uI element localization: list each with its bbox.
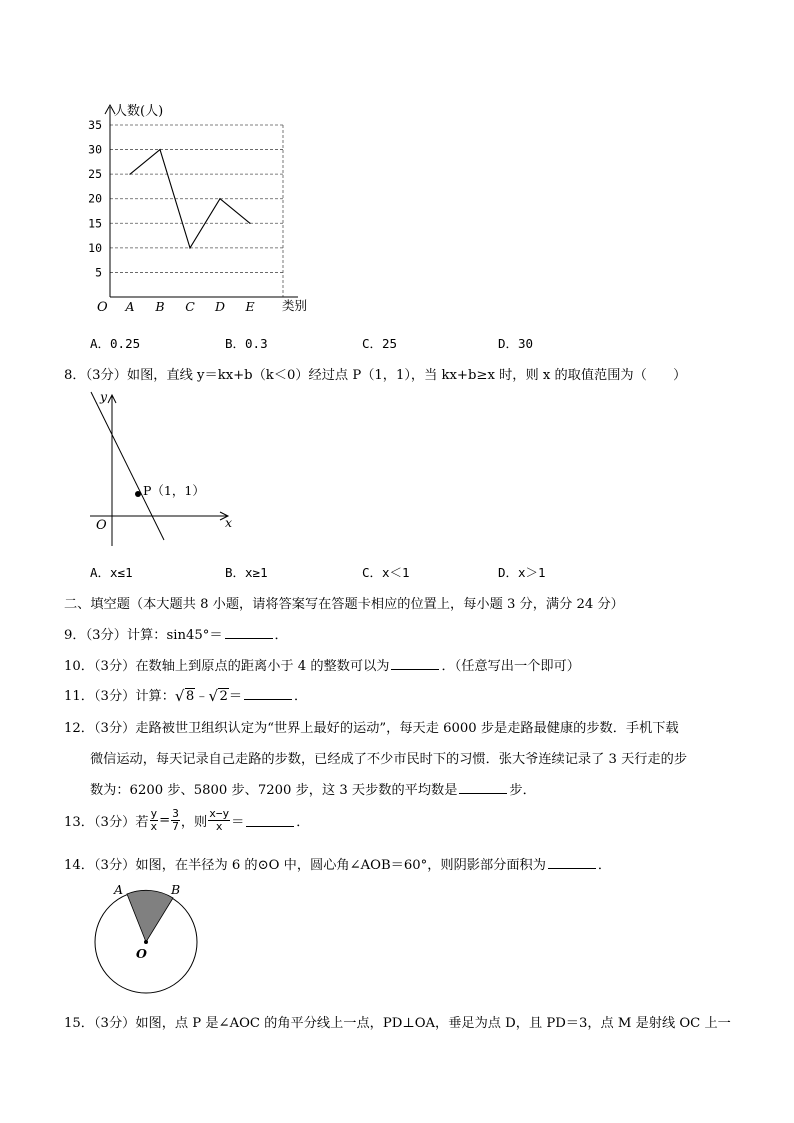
q12-line3-text: 数为：6200 步、5800 步、7200 步，这 3 天步数的平均数是 xyxy=(90,783,458,798)
y-tick-label: 35 xyxy=(88,118,102,132)
q11-minus: ﹣ xyxy=(195,689,209,704)
x-category-label: C xyxy=(185,299,195,314)
q11-sqrt-2: √ 2 xyxy=(208,687,228,705)
q12-line3-end: 步． xyxy=(509,783,536,798)
q11-answer-blank[interactable] xyxy=(244,687,292,700)
x-axis-label: 类别 xyxy=(282,298,308,313)
x-category-label: D xyxy=(214,299,226,314)
x-category-label: B xyxy=(155,299,165,314)
q8-x-label: x xyxy=(225,515,233,530)
q13-text: 13．（3分）若 xyxy=(64,815,149,830)
y-tick-label: 15 xyxy=(88,216,102,231)
q14-shaded-sector xyxy=(127,890,173,942)
q8-point-p xyxy=(135,491,141,497)
q13-fraction-3-over-7: $\frac{3}{7}$ xyxy=(172,807,179,833)
q9-end: ． xyxy=(274,628,288,643)
q13-eq: = xyxy=(159,813,171,828)
chart-categories xyxy=(124,299,254,314)
q14-circle-figure xyxy=(88,878,208,998)
y-axis-label: 人数(人) xyxy=(114,104,164,119)
q8-option-d[interactable]: D．x＞1 xyxy=(498,565,546,580)
q8-option-a[interactable]: A．x≤1 xyxy=(90,565,133,580)
q14-center-dot xyxy=(144,940,148,944)
y-tick-label: 10 xyxy=(88,240,102,255)
q10 xyxy=(64,655,580,674)
x-category-label: A xyxy=(125,299,135,314)
q7-option-b[interactable]: B．0.3 xyxy=(225,336,268,351)
q11-end: ． xyxy=(294,689,308,704)
q14-label-b: B xyxy=(171,882,181,897)
x-category-label: E xyxy=(245,299,255,314)
q14-answer-blank[interactable] xyxy=(548,856,596,869)
q13-answer-blank[interactable] xyxy=(246,814,294,827)
origin-label: O xyxy=(97,300,108,315)
data-point xyxy=(159,149,160,150)
q12-answer-blank[interactable] xyxy=(459,781,507,794)
q8-graph xyxy=(85,388,245,548)
data-point xyxy=(219,198,220,199)
data-point xyxy=(129,174,130,175)
q11-equals: ＝ xyxy=(228,689,243,704)
q14-label-o: O xyxy=(136,946,147,961)
section2-heading: 二、填空题（本大题共 8 小题，请将答案写在答题卡相应的位置上，每小题 3 分，满分 24 分） xyxy=(64,597,624,612)
q14-end: ． xyxy=(597,858,612,873)
q11 xyxy=(64,685,307,704)
q7-option-a[interactable]: A．0.25 xyxy=(90,336,141,351)
q8-option-b[interactable]: B．x≥1 xyxy=(225,565,268,580)
q7-option-c[interactable]: C．25 xyxy=(362,336,398,351)
chart-grid xyxy=(110,125,283,297)
q12-line2: 微信运动，每天记录自己走路的步数，已经成了不少市民时下的习惯．张大爷连续记录了 3 天行走的步 xyxy=(90,752,688,767)
q13-mid: ，则 xyxy=(180,815,208,830)
q8-origin-label: O xyxy=(96,518,107,533)
q13-end: ． xyxy=(296,815,310,830)
q11-text: 11．（3分）计算： xyxy=(64,689,175,704)
q10-text: 10．（3分）在数轴上到原点的距离小于 4 的整数可以为 xyxy=(64,659,390,674)
data-point xyxy=(189,247,190,248)
y-tick-label: 5 xyxy=(95,265,102,280)
chart-y-ticks xyxy=(88,118,102,279)
q12-line1: 12．（3分）走路被世卫组织认定为“世界上最好的运动”，每天走 6000 步是走路最健康的步数．手机下载 xyxy=(64,721,679,736)
q8-text: 8．（3分）如图，直线 y＝kx+b（k＜0）经过点 P（1，1），当 kx+b≥x 时，则 x 的取值范围为（ ） xyxy=(64,368,687,383)
q13-fraction-xminusy-over-x: $\frac{x-y}{x}$ xyxy=(209,807,230,833)
q8-point-label: P（1，1） xyxy=(143,483,205,498)
y-tick-label: 25 xyxy=(88,167,102,182)
q8-y-label: y xyxy=(100,389,108,404)
q8-option-c[interactable]: C．x＜1 xyxy=(362,565,410,580)
line-chart xyxy=(80,95,330,325)
y-tick-label: 20 xyxy=(88,191,102,206)
q10-answer-blank[interactable] xyxy=(391,657,439,670)
q7-option-d[interactable]: D．30 xyxy=(498,336,534,351)
q12-line3 xyxy=(90,779,536,798)
q13-fraction-y-over-x: $\frac{y}{x}$ xyxy=(150,807,158,833)
q9-answer-blank[interactable] xyxy=(225,626,273,639)
q14-text: 14．（3分）如图，在半径为 6 的⊙O 中，圆心角∠AOB＝60°，则阴影部分面积为 xyxy=(64,858,546,873)
q13 xyxy=(64,808,309,833)
q14-label-a: A xyxy=(114,882,124,897)
data-point xyxy=(249,223,250,224)
y-tick-label: 30 xyxy=(88,142,102,157)
q11-sqrt-8: √ 8 xyxy=(174,687,195,705)
q15-text: 15．（3分）如图，点 P 是∠AOC 的角平分线上一点，PD⊥OA，垂足为点 D，且 PD＝3，点 M 是射线 OC 上一 xyxy=(64,1016,731,1031)
q9-text: 9．（3分）计算：sin45°＝ xyxy=(64,628,223,643)
q13-equals: ＝ xyxy=(231,815,245,830)
q10-end: ．（任意写出一个即可） xyxy=(441,659,580,674)
q9 xyxy=(64,624,288,643)
q14 xyxy=(64,854,611,873)
